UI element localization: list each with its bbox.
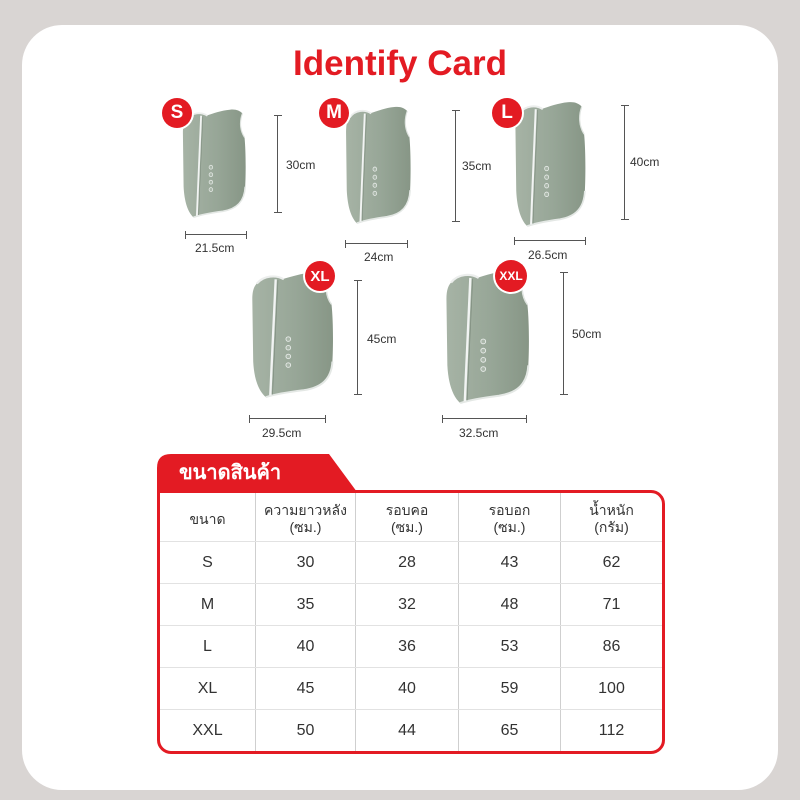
header-neck [355,493,458,541]
garment-l-illustration [510,98,588,227]
header-size-label: ขนาด [189,510,226,527]
header-chest-label: รอบอก [488,502,531,518]
size-badge-l: L [492,98,522,128]
cell-size: M [200,595,215,613]
cell-chest: 59 [458,668,560,709]
cell-weight: 62 [560,542,662,583]
width-dimension-line-m [345,243,408,244]
header-back-length-unit: (ซม.) [289,519,322,535]
cell-weight: 112 [560,710,662,751]
size-table-tab-label: ขนาดสินค้า [179,462,282,484]
length-label-xl: 45cm [367,332,397,346]
width-label-xxl: 32.5cm [459,426,499,440]
table-row [160,625,662,667]
cell-chest: 65 [458,710,560,751]
size-table-header-row [160,493,662,541]
width-dimension-line-xxl [442,418,527,419]
cell-size: XL [197,679,218,697]
cell-back-length: 45 [255,668,355,709]
header-chest-unit: (ซม.) [493,519,526,535]
length-dimension-line-m [455,110,456,222]
width-label-s: 21.5cm [195,241,235,255]
length-dimension-line-xxl [563,272,564,395]
width-dimension-line-s [185,234,247,235]
cell-neck: 28 [355,542,458,583]
table-row [160,667,662,709]
header-neck-unit: (ซม.) [391,519,423,535]
length-dimension-line-s [277,115,278,213]
cell-size: XXL [192,721,223,739]
size-badge-m: M [319,98,349,128]
width-label-l: 26.5cm [528,248,568,262]
cell-chest: 53 [458,626,560,667]
cell-back-length: 30 [255,542,355,583]
length-dimension-line-xl [357,280,358,395]
size-badge-s: S [162,98,192,128]
header-chest [458,493,560,541]
garment-m-illustration [341,103,413,224]
width-label-xl: 29.5cm [262,426,302,440]
length-label-s: 30cm [286,158,316,172]
header-weight [560,493,662,541]
length-label-xxl: 50cm [572,327,602,341]
garment-s-illustration [178,106,248,218]
cell-back-length: 50 [255,710,355,751]
size-badge-xl: XL [305,261,335,291]
length-label-m: 35cm [462,159,492,173]
cell-weight: 86 [560,626,662,667]
width-label-m: 24cm [364,250,394,264]
header-weight-label: น้ำหนัก [589,502,634,518]
cell-weight: 71 [560,584,662,625]
cell-size: S [202,553,213,571]
header-back-length [255,493,355,541]
width-dimension-line-xl [249,418,326,419]
page-title: Identify Card [293,44,507,83]
cell-neck: 40 [355,668,458,709]
table-row [160,709,662,751]
table-row [160,583,662,625]
cell-chest: 48 [458,584,560,625]
length-dimension-line-l [624,105,625,220]
cell-neck: 36 [355,626,458,667]
cell-back-length: 35 [255,584,355,625]
header-weight-unit: (กรัม) [594,519,629,535]
cell-neck: 44 [355,710,458,751]
header-neck-label: รอบคอ [385,502,429,518]
cell-weight: 100 [560,668,662,709]
size-table [157,490,665,754]
cell-neck: 32 [355,584,458,625]
size-table-tab [157,454,357,492]
cell-chest: 43 [458,542,560,583]
table-row [160,541,662,583]
header-back-length-label: ความยาวหลัง [264,502,347,518]
length-label-l: 40cm [630,155,660,169]
size-badge-xxl: XXL [495,260,527,292]
cell-size: L [203,637,212,655]
header-size [160,493,255,541]
width-dimension-line-l [514,240,586,241]
cell-back-length: 40 [255,626,355,667]
